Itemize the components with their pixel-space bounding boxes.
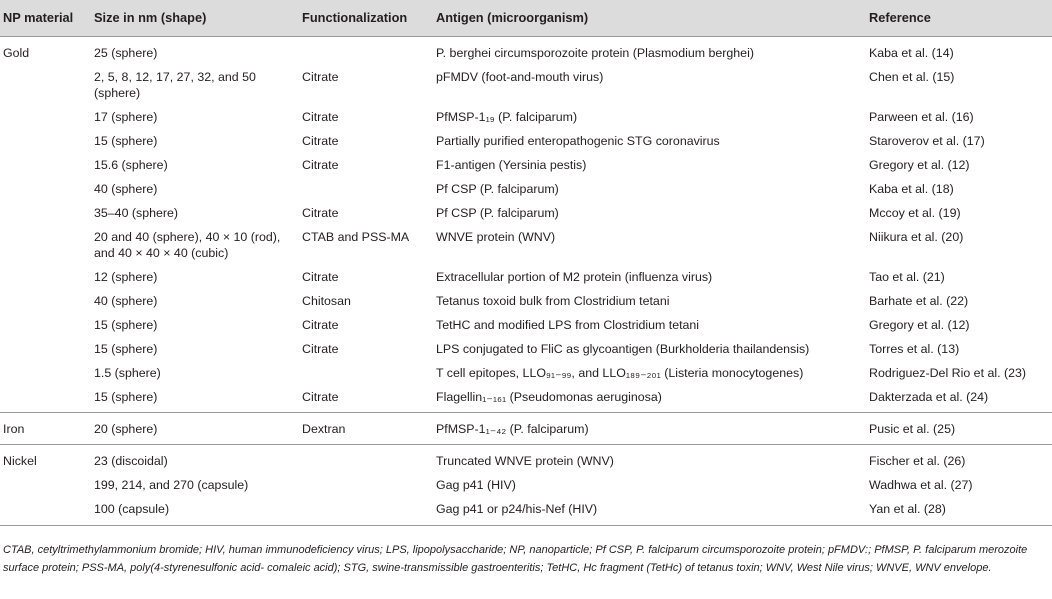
table-row — [0, 385, 1052, 413]
cell-material: Gold — [3, 45, 30, 60]
cell-functionalization — [297, 36, 431, 65]
cell-functionalization: Chitosan — [302, 293, 351, 308]
cell-size: 15 (sphere) — [94, 341, 158, 356]
cell-functionalization — [297, 473, 431, 497]
cell-material — [0, 313, 89, 337]
cell-size: 20 and 40 (sphere), 40 × 10 (rod), and 40 × 40 × 40 (cubic) — [94, 229, 281, 260]
cell-size: 35–40 (sphere) — [94, 205, 179, 220]
header-reference: Reference — [864, 0, 1052, 36]
cell-size: 2, 5, 8, 12, 17, 27, 32, and 50 (sphere) — [94, 69, 256, 100]
cell-material — [0, 497, 89, 526]
cell-antigen: Flagellin₁₋₁₆₁ (Pseudomonas aeruginosa) — [431, 385, 864, 413]
cell-functionalization: CTAB and PSS-MA — [302, 229, 410, 244]
header-functionalization: Functionalization — [297, 0, 431, 36]
cell-material — [0, 265, 89, 289]
cell-reference: Gregory et al. (12) — [869, 157, 970, 172]
cell-functionalization — [297, 361, 431, 385]
table-row — [0, 313, 1052, 337]
cell-antigen: Gag p41 (HIV) — [436, 477, 516, 492]
cell-functionalization: Citrate — [302, 69, 339, 84]
cell-material — [0, 337, 89, 361]
cell-material — [0, 177, 89, 201]
cell-reference: Staroverov et al. (17) — [869, 133, 985, 148]
cell-functionalization: Citrate — [302, 317, 339, 332]
cell-antigen: Tetanus toxoid bulk from Clostridium tetani — [436, 293, 670, 308]
cell-functionalization: Citrate — [302, 269, 339, 284]
table-row — [0, 105, 1052, 129]
table-row — [0, 473, 1052, 497]
cell-size: 40 (sphere) — [94, 293, 158, 308]
table-row — [0, 289, 1052, 313]
cell-functionalization: Citrate — [302, 157, 339, 172]
cell-antigen: P. berghei circumsporozoite protein (Plasmodium berghei) — [436, 45, 754, 60]
cell-functionalization — [297, 497, 431, 526]
cell-size: 12 (sphere) — [94, 269, 158, 284]
cell-reference: Fischer et al. (26) — [869, 453, 966, 468]
cell-reference: Tao et al. (21) — [869, 269, 945, 284]
table-footnote: CTAB, cetyltrimethylammonium bromide; HIV, human immunodeficiency virus; LPS, lipopolysaccharide; NP, nanoparticle; Pf CSP, P. falciparum circumsporozoite protein; pFMDV:; PfMSP, P. falciparum merozoite surface protein; PSS-MA, poly(4-styrenesulfonic acid- comaleic acid); STG, swine-transmissible gastroenteritis; TetHC, Hc fragment (TetHc) of tetanus toxin; WNV, West Nile virus; WNVE, WNV envelope. — [3, 544, 1028, 574]
cell-functionalization: Citrate — [297, 385, 431, 413]
cell-size: 199, 214, and 270 (capsule) — [94, 477, 249, 492]
cell-material: Iron — [0, 412, 89, 444]
cell-antigen: PfMSP-1₁₋₄₂ (P. falciparum) — [431, 412, 864, 444]
cell-size: 25 (sphere) — [94, 45, 158, 60]
cell-material — [0, 65, 89, 105]
cell-reference: Wadhwa et al. (27) — [869, 477, 973, 492]
cell-reference: Kaba et al. (14) — [869, 45, 954, 60]
table-row — [0, 225, 1052, 265]
cell-material — [0, 105, 89, 129]
cell-material — [0, 385, 89, 413]
cell-size: 17 (sphere) — [94, 109, 158, 124]
cell-antigen: Extracellular portion of M2 protein (influenza virus) — [436, 269, 713, 284]
cell-reference: Niikura et al. (20) — [869, 229, 964, 244]
table-row — [0, 497, 1052, 526]
cell-reference: Gregory et al. (12) — [869, 317, 970, 332]
cell-reference: Pusic et al. (25) — [864, 412, 1052, 444]
cell-functionalization — [297, 444, 431, 473]
table-row — [0, 361, 1052, 385]
cell-antigen: T cell epitopes, LLO₉₁₋₉₉, and LLO₁₈₉₋₂₀₁ (Listeria monocytogenes) — [436, 365, 804, 380]
cell-functionalization: Citrate — [302, 109, 339, 124]
table-row — [0, 201, 1052, 225]
cell-functionalization — [297, 177, 431, 201]
cell-reference: Chen et al. (15) — [869, 69, 955, 84]
cell-material — [0, 225, 89, 265]
cell-antigen: WNVE protein (WNV) — [436, 229, 556, 244]
table-row — [0, 337, 1052, 361]
header-antigen: Antigen (microorganism) — [431, 0, 864, 36]
table-row — [0, 36, 1052, 65]
cell-reference: Dakterzada et al. (24) — [864, 385, 1052, 413]
cell-size: 100 (capsule) — [89, 497, 297, 526]
cell-antigen: PfMSP-1₁₉ (P. falciparum) — [436, 109, 578, 124]
table-row — [0, 153, 1052, 177]
cell-size: 15 (sphere) — [94, 133, 158, 148]
cell-functionalization: Citrate — [302, 341, 339, 356]
table-row — [0, 444, 1052, 473]
cell-reference: Mccoy et al. (19) — [869, 205, 961, 220]
cell-material: Nickel — [3, 453, 37, 468]
cell-functionalization: Dextran — [297, 412, 431, 444]
cell-functionalization: Citrate — [302, 205, 339, 220]
cell-material — [0, 473, 89, 497]
cell-reference: Barhate et al. (22) — [869, 293, 969, 308]
cell-reference: Kaba et al. (18) — [869, 181, 954, 196]
table-row — [0, 412, 1052, 444]
cell-material — [0, 153, 89, 177]
table-header-row — [0, 0, 1052, 36]
table-row — [0, 65, 1052, 105]
cell-material — [0, 201, 89, 225]
cell-antigen: F1-antigen (Yersinia pestis) — [436, 157, 587, 172]
cell-antigen: Truncated WNVE protein (WNV) — [436, 453, 614, 468]
header-size: Size in nm (shape) — [89, 0, 297, 36]
table-row — [0, 265, 1052, 289]
cell-antigen: Gag p41 or p24/his-Nef (HIV) — [431, 497, 864, 526]
cell-material — [0, 361, 89, 385]
cell-size: 23 (discoidal) — [94, 453, 168, 468]
cell-antigen: Pf CSP (P. falciparum) — [436, 205, 559, 220]
cell-reference: Rodriguez-Del Rio et al. (23) — [869, 365, 1027, 380]
cell-antigen: TetHC and modified LPS from Clostridium tetani — [436, 317, 700, 332]
header-np-material: NP material — [0, 0, 89, 36]
cell-reference: Parween et al. (16) — [869, 109, 974, 124]
cell-antigen: Pf CSP (P. falciparum) — [436, 181, 559, 196]
cell-size: 15.6 (sphere) — [94, 157, 168, 172]
cell-antigen: LPS conjugated to FliC as glycoantigen (Burkholderia thailandensis) — [436, 341, 810, 356]
cell-reference: Torres et al. (13) — [869, 341, 960, 356]
table-row — [0, 177, 1052, 201]
cell-antigen: Partially purified enteropathogenic STG coronavirus — [436, 133, 720, 148]
cell-material — [0, 289, 89, 313]
table-row — [0, 129, 1052, 153]
cell-size: 1.5 (sphere) — [94, 365, 161, 380]
cell-reference: Yan et al. (28) — [864, 497, 1052, 526]
cell-material — [0, 129, 89, 153]
cell-size: 40 (sphere) — [94, 181, 158, 196]
cell-antigen: pFMDV (foot-and-mouth virus) — [436, 69, 604, 84]
cell-size: 15 (sphere) — [94, 317, 158, 332]
cell-size: 15 (sphere) — [89, 385, 297, 413]
cell-functionalization: Citrate — [302, 133, 339, 148]
cell-size: 20 (sphere) — [89, 412, 297, 444]
